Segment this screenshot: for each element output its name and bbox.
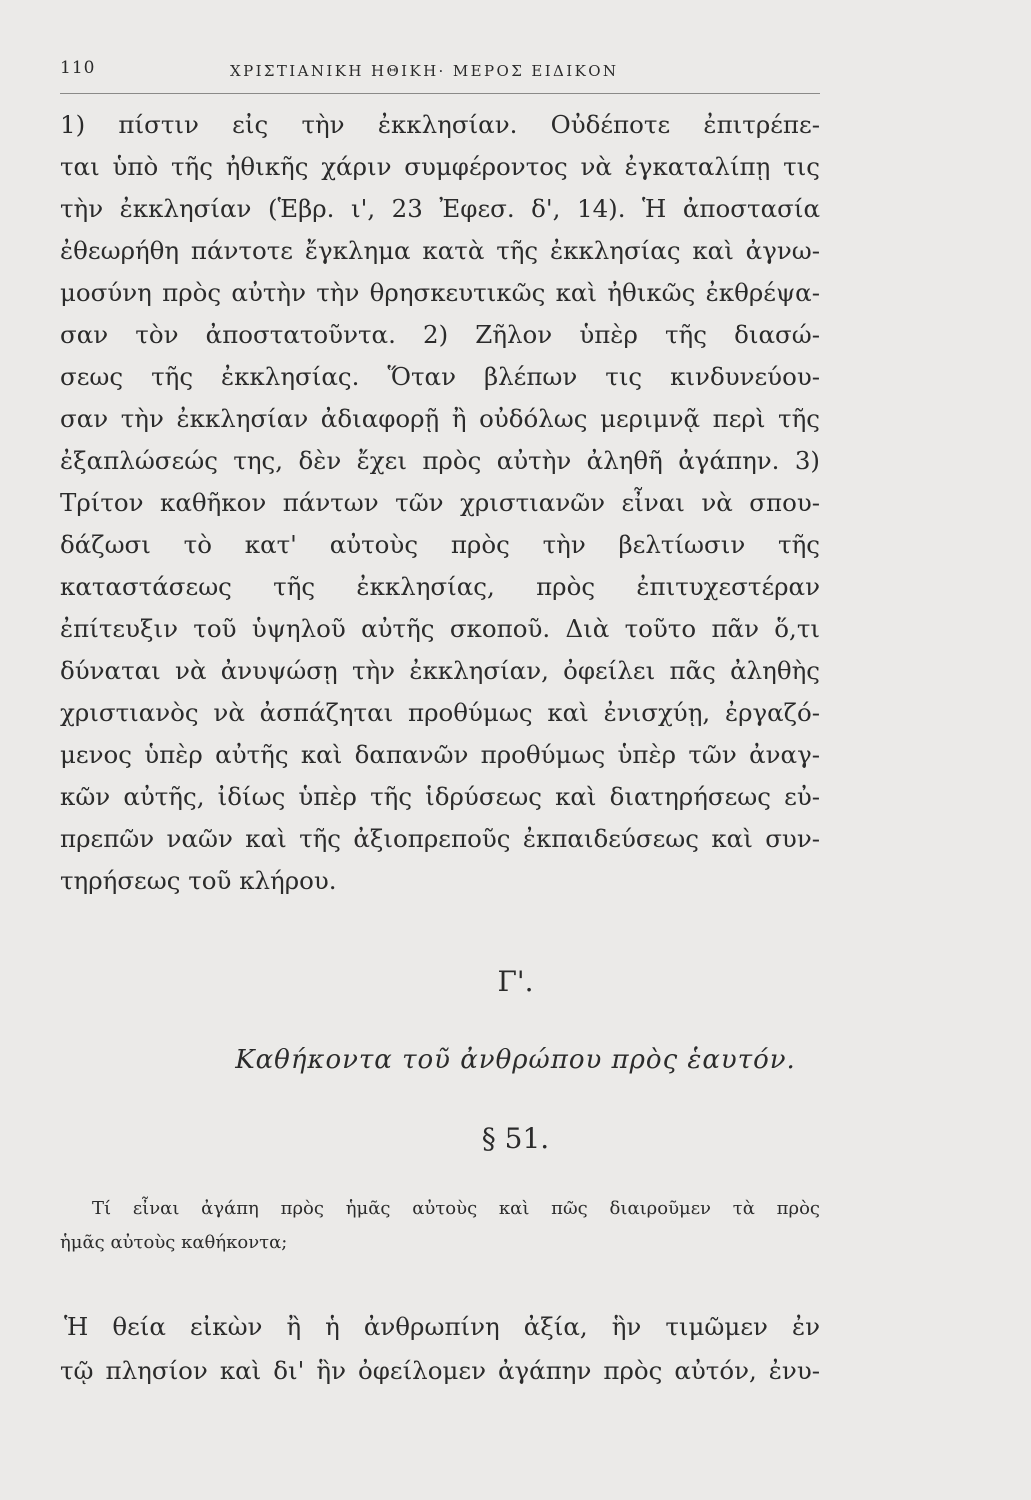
page-number: 110	[60, 58, 96, 78]
section-letter: Γ'.	[497, 965, 534, 998]
answer-paragraph	[60, 1305, 820, 1393]
text-line: μοσύνη πρὸς αὐτὴν τὴν θρησκευτικῶς καὶ ἠθικῶς ἐκθρέψα-	[60, 278, 820, 307]
chapter-title: Καθήκοντα τοῦ ἀνθρώπου πρὸς ἑαυτόν.	[235, 1045, 796, 1075]
text-line: σαν τὸν ἀποστατοῦντα. 2) Ζῆλον ὑπὲρ τῆς διασώ-	[60, 320, 820, 349]
question-line: Τί εἶναι ἀγάπη πρὸς ἡμᾶς αὐτοὺς καὶ πῶς διαιροῦμεν τὰ πρὸς	[92, 1198, 820, 1219]
text-line: χριστιανὸς νὰ ἀσπάζηται προθύμως καὶ ἐνισχύῃ, ἐργαζό-	[60, 698, 820, 727]
text-line: δύναται νὰ ἀνυψώσῃ τὴν ἐκκλησίαν, ὀφείλει πᾶς ἀληθὴς	[60, 656, 820, 685]
text-line: Τρίτον καθῆκον πάντων τῶν χριστιανῶν εἶναι νὰ σπου-	[60, 488, 820, 517]
text-line: πρεπῶν ναῶν καὶ τῆς ἀξιοπρεποῦς ἐκπαιδεύσεως καὶ συν-	[60, 824, 820, 853]
text-line: μενος ὑπὲρ αὐτῆς καὶ δαπανῶν προθύμως ὑπὲρ τῶν ἀναγ-	[60, 740, 820, 769]
running-head: ΧΡΙΣΤΙΑΝΙΚΗ ΗΘΙΚΗ· ΜΕΡΟΣ ΕΙΔΙΚΟΝ	[230, 62, 619, 80]
text-line: ἐξαπλώσεώς της, δὲν ἔχει πρὸς αὐτὴν ἀληθῆ ἀγάπην. 3)	[60, 446, 820, 475]
body-paragraph	[60, 104, 820, 902]
question-block	[60, 1192, 820, 1260]
paragraph-number: § 51.	[481, 1122, 550, 1155]
question-line: ἡμᾶς αὐτοὺς καθήκοντα;	[60, 1232, 288, 1253]
text-line: τηρήσεως τοῦ κλήρου.	[60, 866, 337, 895]
text-line: δάζωσι τὸ κατ' αὐτοὺς πρὸς τὴν βελτίωσιν τῆς	[60, 530, 820, 559]
text-line: τὴν ἐκκλησίαν (Ἑβρ. ι', 23 Ἐφεσ. δ', 14). Ἡ ἀποστασία	[60, 194, 820, 223]
header-divider	[60, 93, 820, 94]
text-line: ται ὑπὸ τῆς ἠθικῆς χάριν συμφέροντος νὰ ἐγκαταλίπῃ τις	[60, 152, 820, 181]
text-line: σεως τῆς ἐκκλησίας. Ὅταν βλέπων τις κινδυνεύου-	[60, 362, 820, 391]
text-line: καταστάσεως τῆς ἐκκλησίας, πρὸς ἐπιτυχεστέραν	[60, 572, 820, 601]
text-line: τῷ πλησίον καὶ δι' ἣν ὀφείλομεν ἀγάπην πρὸς αὐτόν, ἐνυ-	[60, 1356, 820, 1385]
text-line: σαν τὴν ἐκκλησίαν ἀδιαφορῇ ἢ οὐδόλως μεριμνᾷ περὶ τῆς	[60, 404, 820, 433]
text-line: ἐθεωρήθη πάντοτε ἔγκλημα κατὰ τῆς ἐκκλησίας καὶ ἀγνω-	[60, 236, 820, 265]
page-header	[60, 56, 820, 84]
text-line: Ἡ θεία εἰκὼν ἢ ἡ ἀνθρωπίνη ἀξία, ἣν τιμῶμεν ἐν	[64, 1312, 820, 1341]
text-line: 1) πίστιν εἰς τὴν ἐκκλησίαν. Οὐδέποτε ἐπιτρέπε-	[60, 110, 820, 139]
text-line: ἐπίτευξιν τοῦ ὑψηλοῦ αὐτῆς σκοποῦ. Διὰ τοῦτο πᾶν ὅ,τι	[60, 614, 820, 643]
text-line: κῶν αὐτῆς, ἰδίως ὑπὲρ τῆς ἱδρύσεως καὶ διατηρήσεως εὐ-	[60, 782, 820, 811]
